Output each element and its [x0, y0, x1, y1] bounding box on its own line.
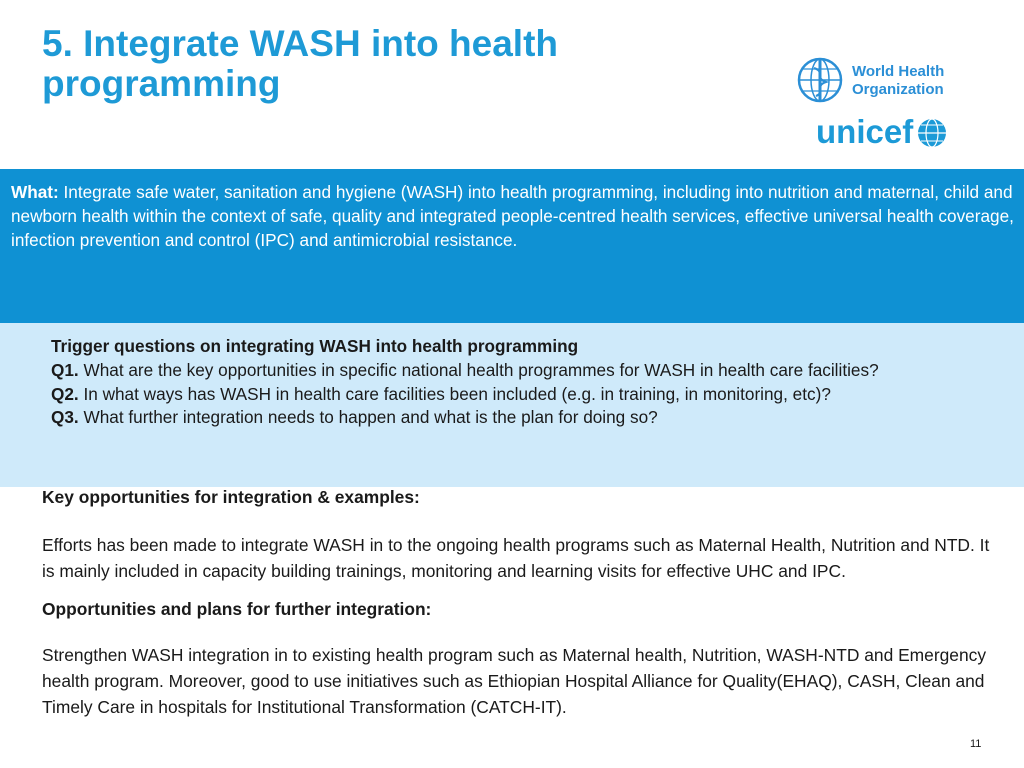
question-1 [51, 359, 984, 383]
question-3-text: What further integration needs to happen and what is the plan for doing so? [78, 407, 658, 428]
question-2 [51, 383, 984, 407]
question-1-text: What are the key opportunities in specific national health programmes for WASH in health care facilities? [78, 359, 879, 380]
trigger-questions [0, 323, 1024, 487]
question-1-label: Q1. [51, 359, 79, 380]
slide-title-line1: 5. Integrate WASH into health [42, 23, 558, 64]
plans-text: Strengthen WASH integration in to existing health program such as Maternal health, Nutrition, WASH-NTD and Emergency health program. Moreover, good to use initiatives such as Ethiopian Hospital Alliance for Quality(EHAQ), CASH, Clean and Timely Care in hospitals for Institutional Transformation (CATCH-IT). [42, 645, 987, 717]
who-logo [796, 54, 956, 106]
page-number: 11 [970, 738, 982, 750]
what-statement [0, 169, 1024, 323]
question-3-label: Q3. [51, 407, 79, 428]
partner-logos [796, 54, 956, 154]
what-text: Integrate safe water, sanitation and hygiene (WASH) into health programming, including into nutrition and maternal, child and newborn health within the context of safe, quality and integrated people-centred health services, effective universal health coverage, infection prevention and control (IPC) and antimicrobial resistance. [11, 182, 1014, 250]
slide-title-line2: programming [42, 63, 281, 104]
opportunities-heading: Key opportunities for integration & examples: [42, 487, 420, 507]
opportunities-text: Efforts has been made to integrate WASH in to the ongoing health programs such as Maternal Health, Nutrition and NTD. It is mainly included in capacity building trainings, monitoring and learning visits for effective UHC and IPC. [42, 535, 990, 581]
question-2-label: Q2. [51, 383, 79, 404]
plans-heading: Opportunities and plans for further integration: [42, 599, 432, 619]
trigger-heading: Trigger questions on integrating WASH into health programming [51, 336, 579, 356]
slide-body [42, 484, 992, 720]
question-3 [51, 406, 984, 430]
unicef-logo [814, 112, 954, 152]
who-logo-line1: World Health [852, 63, 945, 80]
question-2-text: In what ways has WASH in health care facilities been included (e.g. in training, in monitoring, etc)? [78, 383, 831, 404]
who-logo-line2: Organization [852, 81, 944, 98]
what-label: What: [11, 182, 59, 202]
unicef-wordmark: unicef [816, 113, 914, 150]
slide-title [42, 24, 682, 104]
